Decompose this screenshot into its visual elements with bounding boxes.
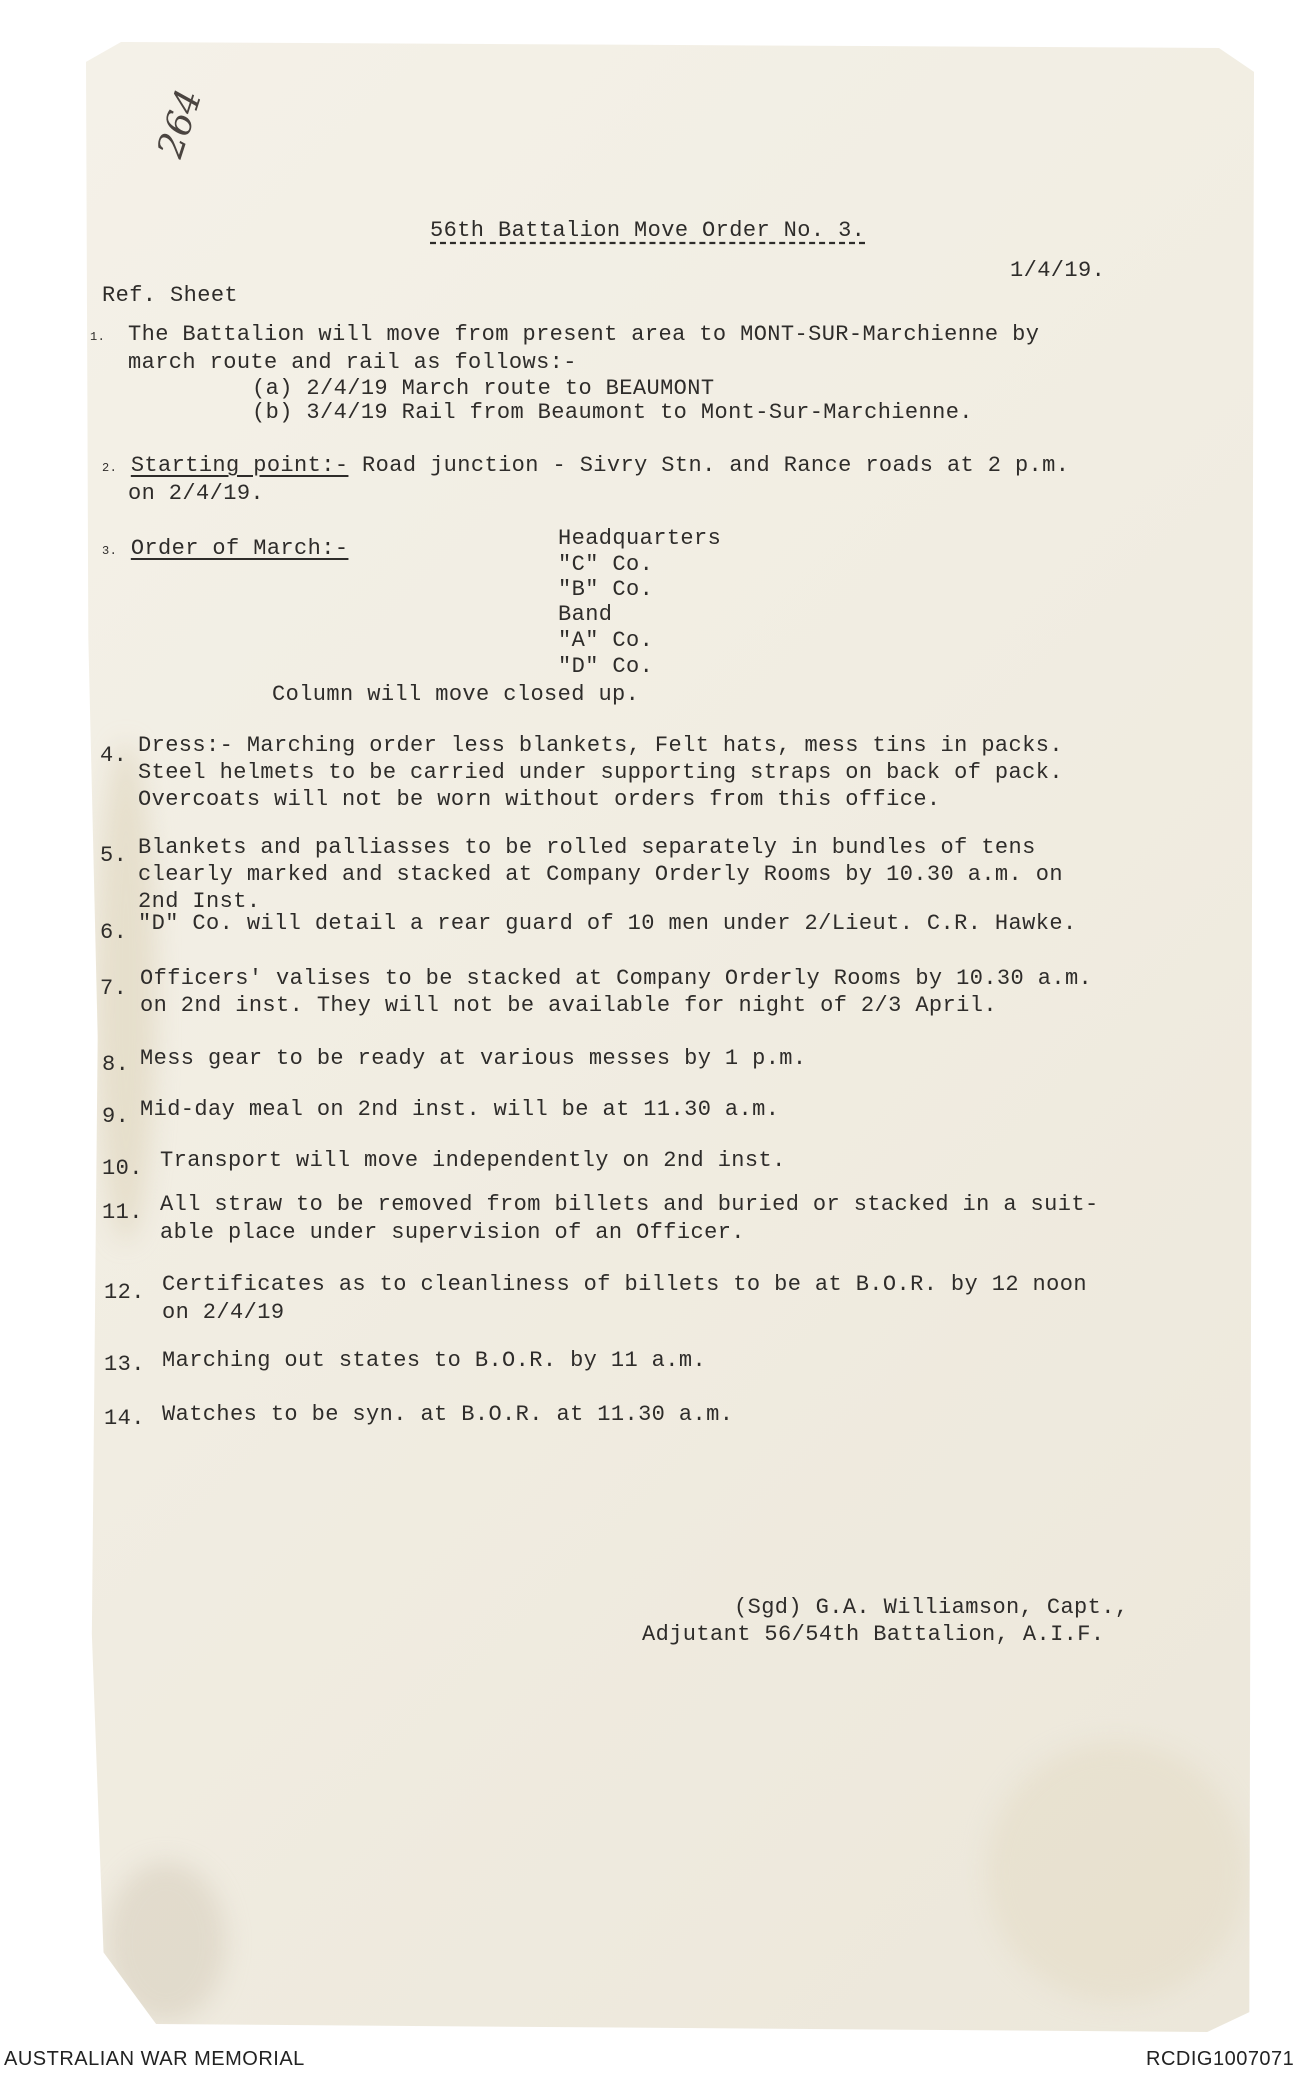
order-note: Column will move closed up. [272, 682, 640, 707]
para-3 [102, 536, 348, 561]
para-5-line-1: Blankets and palliasses to be rolled separately in bundles of tens [138, 835, 1036, 860]
para-11-marker: 11. [102, 1200, 143, 1225]
para-4-line-3: Overcoats will not be worn without orders from this office. [138, 787, 941, 812]
signature-line-2: Adjutant 56/54th Battalion, A.I.F. [642, 1622, 1105, 1647]
para-2-label: Starting point:- [130, 453, 349, 478]
para-11-line-1: All straw to be removed from billets and buried or stacked in a suit- [160, 1192, 1099, 1217]
para-3-label: Order of March:- [130, 536, 349, 561]
footer-right: RCDIG1007071 [1146, 2048, 1295, 2070]
order-item-4: Band [558, 602, 613, 627]
order-item-3: "B" Co. [558, 577, 654, 602]
signature-line-1: (Sgd) G.A. Williamson, Capt., [734, 1595, 1129, 1620]
para-1-line-1: The Battalion will move from present area to MONT-SUR-Marchienne by [128, 322, 1040, 347]
para-2-text: Road junction - Sivry Stn. and Rance roads at 2 p.m. [348, 453, 1070, 478]
para-10-line-1: Transport will move independently on 2nd inst. [160, 1148, 786, 1173]
para-3-marker: 3. [102, 544, 118, 558]
order-item-6: "D" Co. [558, 654, 654, 679]
para-7-line-1: Officers' valises to be stacked at Company Orderly Rooms by 10.30 a.m. [140, 966, 1093, 991]
order-item-2: "C" Co. [558, 552, 654, 577]
para-12-marker: 12. [104, 1280, 145, 1305]
para-7-marker: 7. [100, 976, 128, 1001]
para-1-line-2: march route and rail as follows:- [128, 350, 577, 375]
para-5-line-3: 2nd Inst. [138, 889, 261, 914]
para-4-marker: 4. [100, 743, 128, 768]
page-number: 264 [150, 84, 211, 163]
footer-left: AUSTRALIAN WAR MEMORIAL [4, 2048, 305, 2070]
para-2-marker: 2. [102, 461, 118, 475]
para-13-line-1: Marching out states to B.O.R. by 11 a.m. [162, 1348, 707, 1373]
para-12-line-1: Certificates as to cleanliness of billets to be at B.O.R. by 12 noon [162, 1272, 1087, 1297]
para-14-line-1: Watches to be syn. at B.O.R. at 11.30 a.m. [162, 1402, 734, 1427]
para-7-line-2: on 2nd inst. They will not be available for night of 2/3 April. [140, 993, 997, 1018]
para-8-marker: 8. [102, 1052, 130, 1077]
para-9-line-1: Mid-day meal on 2nd inst. will be at 11.30 a.m. [140, 1097, 780, 1122]
para-1-a: (a) 2/4/19 March route to BEAUMONT [252, 376, 715, 401]
para-4-line-2: Steel helmets to be carried under supporting straps on back of pack. [138, 760, 1063, 785]
para-8-line-1: Mess gear to be ready at various messes by 1 p.m. [140, 1046, 807, 1071]
para-5-marker: 5. [100, 843, 128, 868]
para-1-marker: 1. [90, 330, 106, 344]
para-13-marker: 13. [104, 1352, 145, 1377]
para-2-line-2: on 2/4/19. [128, 481, 265, 506]
para-6-line-1: "D" Co. will detail a rear guard of 10 men under 2/Lieut. C.R. Hawke. [138, 911, 1077, 936]
para-6-marker: 6. [100, 920, 128, 945]
para-11-line-2: able place under supervision of an Officer. [160, 1220, 745, 1245]
order-item-1: Headquarters [558, 526, 722, 551]
para-9-marker: 9. [102, 1104, 130, 1129]
para-14-marker: 14. [104, 1406, 145, 1431]
para-2 [102, 453, 1069, 478]
document-date: 1/4/19. [1010, 258, 1106, 283]
para-5-line-2: clearly marked and stacked at Company Orderly Rooms by 10.30 a.m. on [138, 862, 1063, 887]
para-1-b: (b) 3/4/19 Rail from Beaumont to Mont-Sur-Marchienne. [252, 400, 973, 425]
para-10-marker: 10. [102, 1156, 143, 1181]
para-12-line-2: on 2/4/19 [162, 1300, 285, 1325]
document-title: 56th Battalion Move Order No. 3. [430, 218, 866, 243]
reference: Ref. Sheet [102, 283, 239, 308]
para-4-line-1: Dress:- Marching order less blankets, Felt hats, mess tins in packs. [138, 733, 1063, 758]
order-item-5: "A" Co. [558, 628, 654, 653]
